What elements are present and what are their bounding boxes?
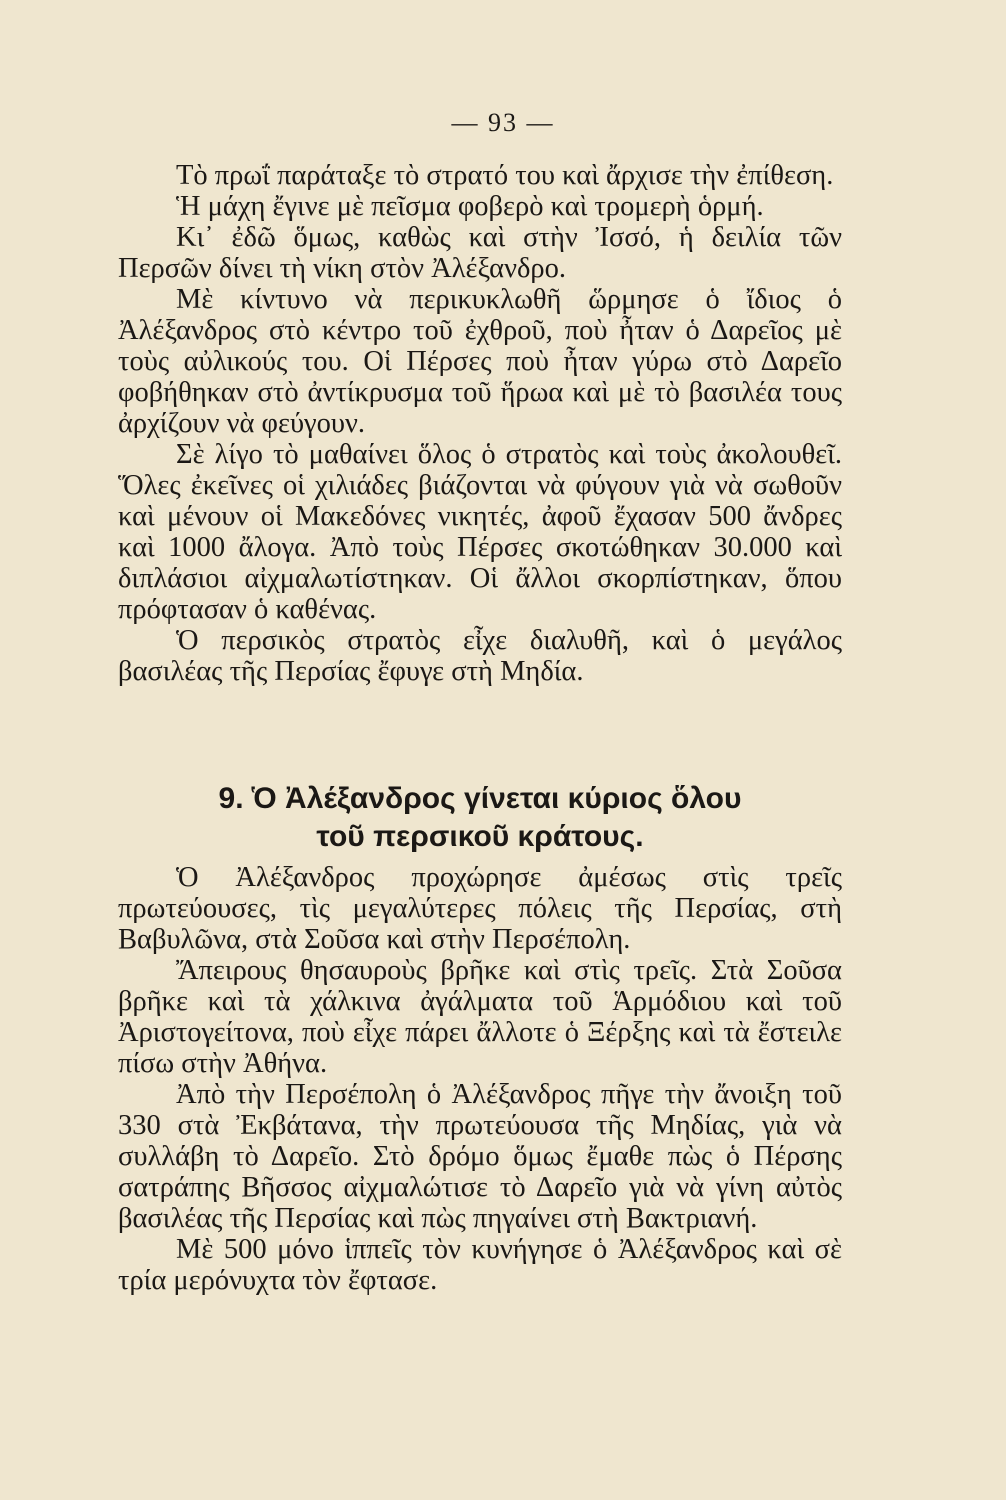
paragraph: Τὸ πρωΐ παράταξε τὸ στρατό του καὶ ἄρχισε τὴν ἐπίθεση. — [176, 160, 834, 191]
paragraph: Ὁ Ἀλέξανδρος προχώρησε ἀμέσως στὶς τρεῖς πρωτεύουσες, τὶς μεγαλύτερες πόλεις τῆς Περσίας, στὴ Βαβυλῶνα, στὰ Σοῦσα καὶ στὴν Περσέπολη. — [118, 862, 842, 955]
section-heading-line-1: 9. Ὁ Ἀλέξανδρος γίνεται κύριος ὅλου — [218, 782, 742, 815]
section-2-text — [118, 862, 842, 1296]
paragraph: Μὲ 500 μόνο ἱππεῖς τὸν κυνήγησε ὁ Ἀλέξανδρος καὶ σὲ τρία μερόνυχτα τὸν ἔφτασε. — [118, 1234, 842, 1296]
paragraph: Κι᾽ ἐδῶ ὅμως, καθὼς καὶ στὴν Ἰσσό, ἡ δειλία τῶν Περσῶν δίνει τὴ νίκη στὸν Ἀλέξανδρο. — [118, 222, 842, 284]
section-heading — [118, 780, 842, 856]
page-number: — 93 — — [451, 108, 555, 137]
paragraph: Μὲ κίντυνο νὰ περικυκλωθῆ ὥρμησε ὁ ἴδιος ὁ Ἀλέξανδρος στὸ κέντρο τοῦ ἐχθροῦ, ποὺ ἦταν ὁ Δαρεῖος μὲ τοὺς αὐλικούς του. Οἱ Πέρσες ποὺ ἦταν γύρω στὸ Δαρεῖο φοβήθηκαν στὸ ἀντίκρυσμα τοῦ ἥρωα καὶ μὲ τὸ βασιλέα τους ἀρχίζουν νὰ φεύγουν. — [118, 284, 842, 439]
paragraph: Ἄπειρους θησαυροὺς βρῆκε καὶ στὶς τρεῖς. Στὰ Σοῦσα βρῆκε καὶ τὰ χάλκινα ἀγάλματα τοῦ Ἁρμόδιου καὶ τοῦ Ἀριστογείτονα, ποὺ εἶχε πάρει ἄλλοτε ὁ Ξέρξης καὶ τὰ ἔστειλε πίσω στὴν Ἀθήνα. — [118, 955, 842, 1079]
paragraph: Ὁ περσικὸς στρατὸς εἶχε διαλυθῆ, καὶ ὁ μεγάλος βασιλέας τῆς Περσίας ἔφυγε στὴ Μηδία. — [118, 625, 842, 687]
section-heading-line-2: τοῦ περσικοῦ κράτους. — [316, 820, 644, 853]
paragraph: Ἀπὸ τὴν Περσέπολη ὁ Ἀλέξανδρος πῆγε τὴν ἄνοιξη τοῦ 330 στὰ Ἐκβάτανα, τὴν πρωτεύουσα τῆς Μηδίας, γιὰ νὰ συλλάβη τὸ Δαρεῖο. Στὸ δρόμο ὅμως ἔμαθε πὼς ὁ Πέρσης σατράπης Βῆσσος αἰχμαλώτισε τὸ Δαρεῖο γιὰ νὰ γίνη αὐτὸς βασιλέας τῆς Περσίας καὶ πὼς πηγαίνει στὴ Βακτριανή. — [118, 1079, 842, 1234]
paragraph: Σὲ λίγο τὸ μαθαίνει ὅλος ὁ στρατὸς καὶ τοὺς ἀκολουθεῖ. Ὅλες ἐκεῖνες οἱ χιλιάδες βιάζονται νὰ φύγουν γιὰ νὰ σωθοῦν καὶ μένουν οἱ Μακεδόνες νικητές, ἀφοῦ ἔχασαν 500 ἄνδρες καὶ 1000 ἄλογα. Ἀπὸ τοὺς Πέρσες σκοτώθηκαν 30.000 καὶ διπλάσιοι αἰχμαλωτίστηκαν. Οἱ ἄλλοι σκορπίστηκαν, ὅπου πρόφτασαν ὁ καθένας. — [118, 439, 842, 625]
section-1-text — [118, 160, 842, 687]
paragraph: Ἡ μάχη ἔγινε μὲ πεῖσμα φοβερὸ καὶ τρομερὴ ὁρμή. — [176, 191, 764, 222]
